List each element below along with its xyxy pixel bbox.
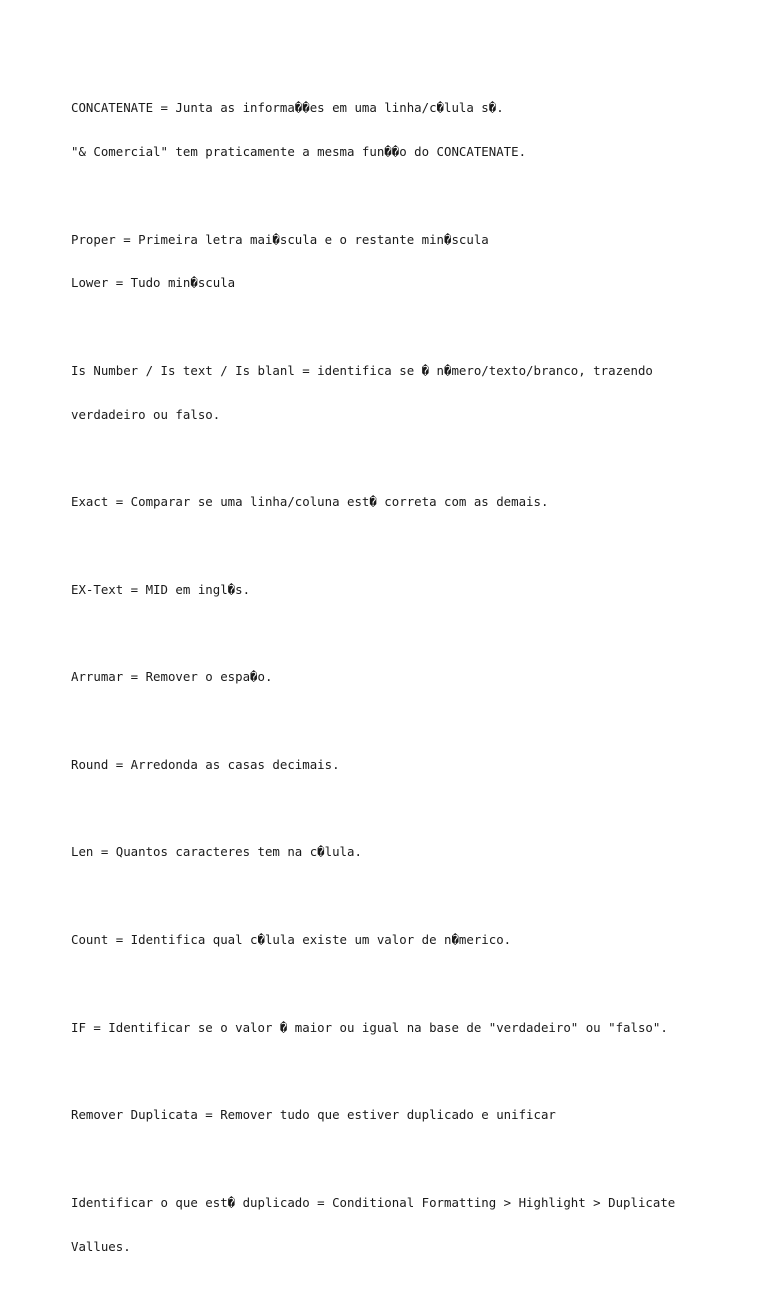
paragraph-count — [71, 904, 711, 977]
paragraph-remover-duplicata — [71, 1079, 711, 1152]
text-line: Lower = Tudo min�scula — [71, 275, 236, 291]
text-line: EX-Text = MID em ingl�s. — [71, 581, 251, 597]
text-line: Identificar o que est� duplicado = Conditional Formatting > Highlight > Duplicate — [71, 1194, 676, 1210]
text-line: CONCATENATE = Junta as informa��es em uma linha/c�lula s�. — [71, 100, 504, 116]
text-line: Count = Identifica qual c�lula existe um valor de n�merico. — [71, 932, 512, 948]
text-line: Proper = Primeira letra mai�scula e o restante min�scula — [71, 231, 489, 247]
paragraph-arrumar — [71, 641, 711, 714]
text-line: Len = Quantos caracteres tem na c�lula. — [71, 844, 362, 860]
text-line: Arrumar = Remover o espa�o. — [71, 669, 273, 685]
paragraph-exact — [71, 466, 711, 539]
text-line: verdadeiro ou falso. — [71, 406, 221, 422]
paragraph-concatenate — [71, 72, 711, 189]
text-line: "& Comercial" tem praticamente a mesma fun��o do CONCATENATE. — [71, 143, 527, 159]
text-line: Round = Arredonda as casas decimais. — [71, 756, 340, 772]
paragraph-proper-lower — [71, 203, 711, 320]
paragraph-identificar-duplicado — [71, 1167, 711, 1284]
text-line: Is Number / Is text / Is blanl = identifica se � n�mero/texto/branco, trazendo — [71, 362, 653, 378]
paragraph-is-number — [71, 335, 711, 452]
paragraph-len — [71, 816, 711, 889]
text-line: Remover Duplicata = Remover tudo que estiver duplicado e unificar — [71, 1107, 556, 1123]
paragraph-ex-text — [71, 554, 711, 627]
text-line: Vallues. — [71, 1238, 131, 1254]
text-line: IF = Identificar se o valor � maior ou igual na base de "verdadeiro" ou "falso". — [71, 1019, 668, 1035]
document-text — [71, 72, 711, 1298]
text-line: Exact = Comparar se uma linha/coluna est� correta com as demais. — [71, 494, 549, 510]
paragraph-if — [71, 991, 711, 1064]
paragraph-round — [71, 729, 711, 802]
